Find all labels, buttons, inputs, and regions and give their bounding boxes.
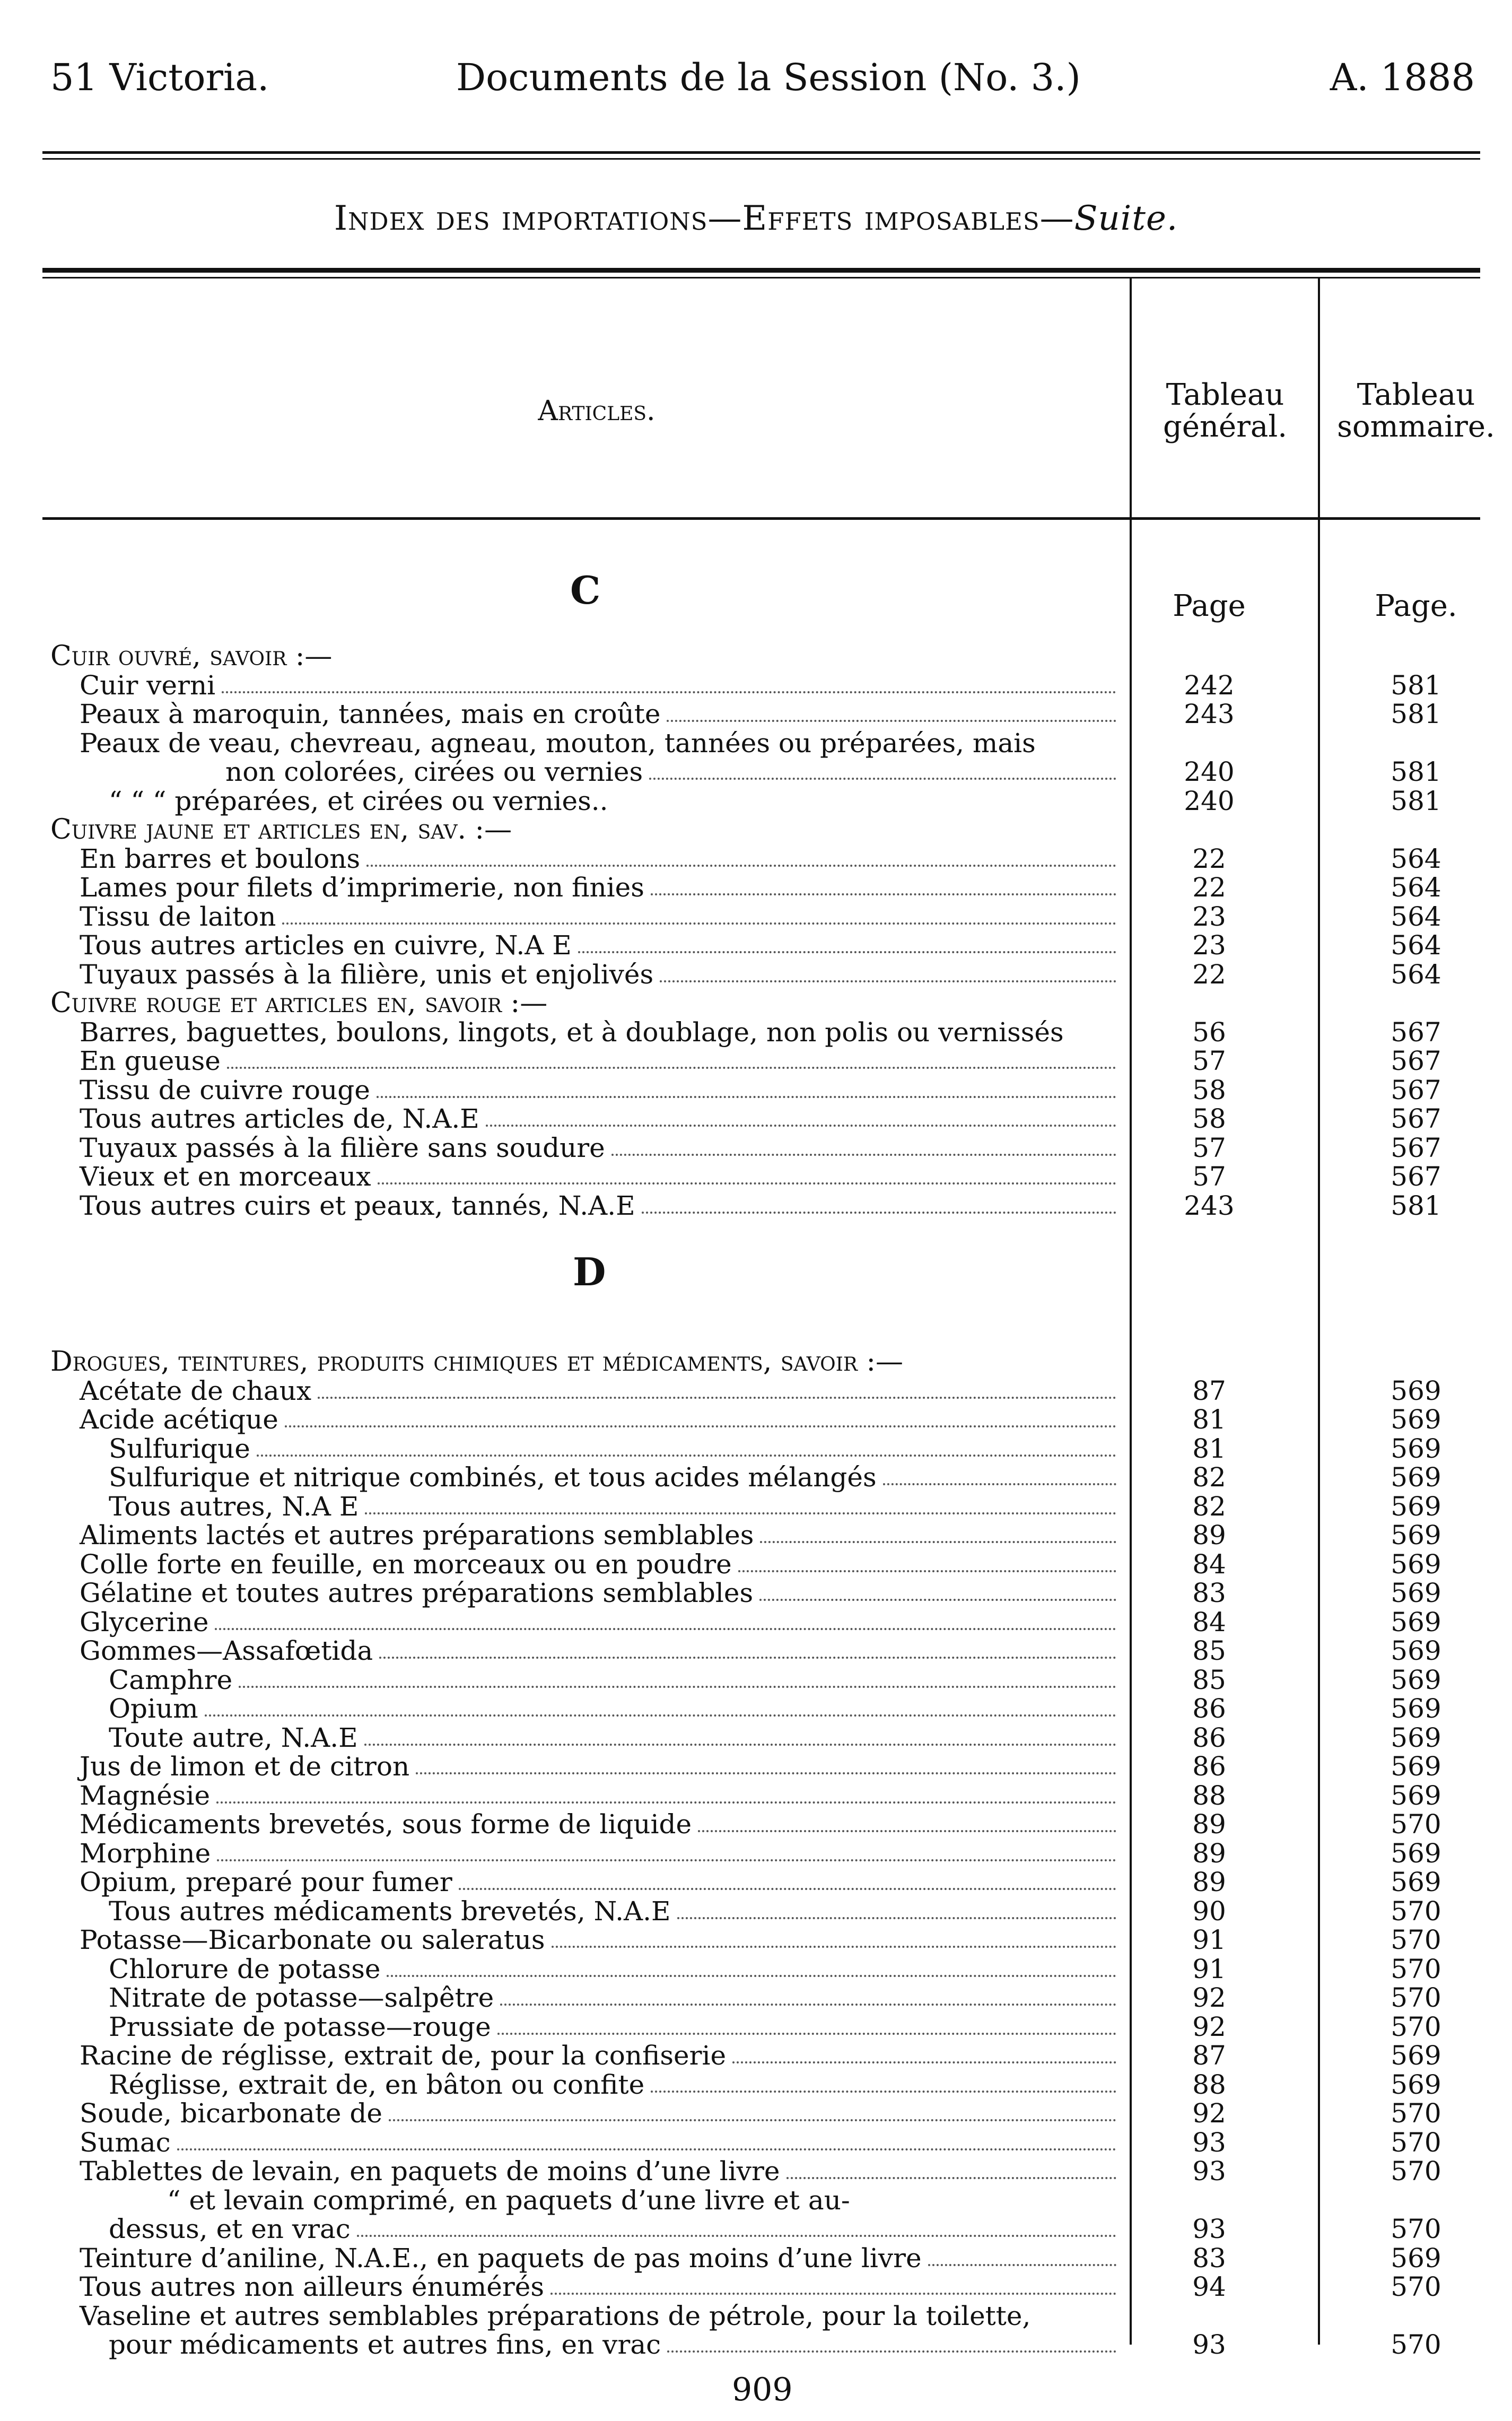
dot-leader xyxy=(660,980,1116,982)
entry-page-general: 23 xyxy=(1192,901,1226,932)
entry-label: Opium, preparé pour fumer xyxy=(80,1867,452,1897)
entry-page-sommaire: 567 xyxy=(1391,1132,1441,1163)
dot-leader xyxy=(732,2061,1116,2063)
column-header-sommaire xyxy=(1326,379,1506,443)
entry-page-general: 81 xyxy=(1192,1433,1226,1464)
entry-page-sommaire: 581 xyxy=(1391,785,1441,816)
entry-label: Tuyaux passés à la filière, unis et enjolivés xyxy=(80,959,654,990)
entry-label: Peaux à maroquin, tannées, mais en croûte xyxy=(80,699,661,729)
dot-leader xyxy=(364,1744,1116,1746)
entry-label: Acide acétique xyxy=(80,1404,278,1435)
entry-page-sommaire: 569 xyxy=(1391,2242,1441,2274)
entry-page-sommaire: 569 xyxy=(1391,1867,1441,1897)
index-entry xyxy=(0,729,1512,757)
entry-label: Nitrate de potasse—salpêtre xyxy=(109,1982,494,2013)
dot-leader xyxy=(550,2293,1116,2295)
dot-leader xyxy=(552,1946,1116,1948)
index-entry xyxy=(0,1347,1512,1376)
index-entry xyxy=(0,1723,1512,1752)
dot-leader xyxy=(216,1801,1116,1804)
index-entry xyxy=(0,2272,1512,2301)
entry-label: Réglisse, extrait de, en bâton ou confite xyxy=(109,2069,645,2100)
dot-leader xyxy=(578,951,1116,953)
section-letter-c: C xyxy=(570,568,601,613)
entry-page-sommaire: 581 xyxy=(1391,669,1441,701)
column-header-general xyxy=(1140,379,1310,443)
entry-page-sommaire: 581 xyxy=(1391,756,1441,787)
index-entry xyxy=(0,2157,1512,2185)
entry-label: Toute autre, N.A.E xyxy=(109,1722,358,1753)
dot-leader xyxy=(883,1483,1116,1485)
dot-leader xyxy=(928,2264,1116,2266)
dot-leader xyxy=(366,865,1116,867)
dot-leader xyxy=(698,1830,1116,1832)
entry-page-general: 86 xyxy=(1192,1751,1226,1782)
entry-page-sommaire: 569 xyxy=(1391,1664,1441,1695)
entry-label: Tous autres articles de, N.A.E xyxy=(80,1103,479,1134)
entry-label: Glycerine xyxy=(80,1606,209,1638)
entry-page-sommaire: 570 xyxy=(1391,1895,1441,1927)
index-entry xyxy=(0,1666,1512,1694)
entry-page-general: 89 xyxy=(1192,1520,1226,1551)
dot-leader xyxy=(497,2033,1116,2035)
index-entry xyxy=(0,1983,1512,2012)
entry-page-sommaire: 581 xyxy=(1391,1190,1441,1221)
entry-page-sommaire: 564 xyxy=(1391,843,1441,874)
entry-label: Cuivre jaune et articles en, sav. :— xyxy=(50,814,512,846)
entry-page-general: 91 xyxy=(1192,1953,1226,1984)
dot-leader xyxy=(677,1917,1116,1919)
index-entry xyxy=(0,1521,1512,1549)
index-entry xyxy=(0,2070,1512,2099)
entry-label: Drogues, teintures, produits chimiques et médicaments, savoir :— xyxy=(50,1346,903,1378)
entry-label: Tous autres cuirs et peaux, tannés, N.A.E xyxy=(80,1190,635,1221)
entry-label: Cuir ouvré, savoir :— xyxy=(50,640,333,672)
index-entry xyxy=(0,2215,1512,2243)
index-entry xyxy=(0,787,1512,815)
entry-page-general: 83 xyxy=(1192,1578,1226,1608)
dot-leader xyxy=(459,1888,1116,1890)
entry-label: Aliments lactés et autres préparations semblables xyxy=(80,1520,754,1551)
entry-page-sommaire: 570 xyxy=(1391,2098,1441,2129)
index-entry xyxy=(0,1463,1512,1492)
entry-page-sommaire: 569 xyxy=(1391,1693,1441,1724)
entry-page-general: 243 xyxy=(1184,699,1235,729)
entry-page-general: 85 xyxy=(1192,1635,1226,1666)
page-label-general: Page xyxy=(1173,589,1246,623)
entry-label: dessus, et en vrac xyxy=(109,2214,351,2244)
entry-page-general: 93 xyxy=(1192,2156,1226,2187)
index-entry xyxy=(0,989,1512,1017)
entry-label: Colle forte en feuille, en morceaux ou en poudre xyxy=(80,1548,732,1580)
entry-label: Magnésie xyxy=(80,1780,211,1811)
entry-page-sommaire: 570 xyxy=(1391,1924,1441,1955)
entry-page-general: 89 xyxy=(1192,1867,1226,1897)
index-entry xyxy=(0,1926,1512,1954)
entry-page-sommaire: 564 xyxy=(1391,930,1441,961)
dot-leader xyxy=(205,1714,1116,1717)
entry-label: Sumac xyxy=(80,2127,171,2158)
dot-leader xyxy=(379,1657,1116,1659)
entry-label: Morphine xyxy=(80,1837,211,1869)
index-entry xyxy=(0,1076,1512,1104)
entry-page-sommaire: 567 xyxy=(1391,1046,1441,1076)
index-entry xyxy=(0,1781,1512,1810)
dot-leader xyxy=(760,1541,1116,1543)
index-entry xyxy=(0,2302,1512,2330)
dot-leader xyxy=(389,2119,1116,2121)
entry-page-sommaire: 570 xyxy=(1391,2214,1441,2244)
entry-page-sommaire: 569 xyxy=(1391,2069,1441,2100)
index-entry xyxy=(0,2186,1512,2215)
dot-leader xyxy=(416,1772,1116,1774)
entry-page-sommaire: 570 xyxy=(1391,2271,1441,2302)
entry-page-general: 87 xyxy=(1192,2040,1226,2071)
entry-label: “ “ “ préparées, et cirées ou vernies.. xyxy=(109,785,608,816)
header-rule-bottom xyxy=(42,158,1480,160)
entry-page-general: 85 xyxy=(1192,1664,1226,1695)
index-entry xyxy=(0,700,1512,728)
column-header-general-line1: Tableau xyxy=(1166,378,1284,412)
entry-page-general: 22 xyxy=(1192,959,1226,990)
entry-label: Cuir verni xyxy=(80,669,216,701)
entry-page-sommaire: 567 xyxy=(1391,1161,1441,1192)
entry-page-general: 22 xyxy=(1192,872,1226,903)
index-entry xyxy=(0,642,1512,670)
entry-page-sommaire: 570 xyxy=(1391,2156,1441,2187)
entry-page-general: 84 xyxy=(1192,1548,1226,1580)
dot-leader xyxy=(738,1570,1116,1572)
dot-leader xyxy=(217,1859,1116,1861)
entry-page-sommaire: 569 xyxy=(1391,1462,1441,1493)
entry-page-sommaire: 570 xyxy=(1391,1982,1441,2013)
entry-label: En barres et boulons xyxy=(80,843,361,874)
entry-page-sommaire: 570 xyxy=(1391,2011,1441,2042)
entry-label: Tous autres médicaments brevetés, N.A.E xyxy=(109,1895,671,1927)
entry-page-sommaire: 569 xyxy=(1391,1606,1441,1638)
index-entry xyxy=(0,1434,1512,1463)
index-entry xyxy=(0,1579,1512,1607)
header-document-title: Documents de la Session (No. 3.) xyxy=(456,56,1081,99)
entry-label: pour médicaments et autres fins, en vrac xyxy=(109,2329,661,2360)
entry-page-sommaire: 569 xyxy=(1391,1548,1441,1580)
entry-page-general: 86 xyxy=(1192,1693,1226,1724)
entry-page-sommaire: 581 xyxy=(1391,699,1441,729)
entry-label: Racine de réglisse, extrait de, pour la confiserie xyxy=(80,2040,727,2071)
index-entry xyxy=(0,1191,1512,1220)
index-entry xyxy=(0,815,1512,844)
index-entry xyxy=(0,671,1512,700)
entry-page-general: 81 xyxy=(1192,1404,1226,1435)
entry-page-sommaire: 569 xyxy=(1391,1491,1441,1522)
entry-label: Vaseline et autres semblables préparations de pétrole, pour la toilette, xyxy=(80,2300,1031,2331)
entry-label: Tuyaux passés à la filière sans soudure xyxy=(80,1132,605,1163)
column-header-general-line2: général. xyxy=(1163,410,1288,444)
index-entry xyxy=(0,1694,1512,1723)
index-entry xyxy=(0,1047,1512,1075)
dot-leader xyxy=(285,1425,1116,1427)
entry-label: Chlorure de potasse xyxy=(109,1953,381,1984)
dot-leader xyxy=(486,1125,1116,1127)
entry-page-sommaire: 569 xyxy=(1391,1404,1441,1435)
entry-page-sommaire: 569 xyxy=(1391,1780,1441,1811)
entry-label: Teinture d’aniline, N.A.E., en paquets de pas moins d’une livre xyxy=(80,2242,922,2274)
index-entry xyxy=(0,1955,1512,1983)
entry-label: En gueuse xyxy=(80,1046,221,1076)
dot-leader xyxy=(667,720,1116,722)
entry-page-general: 94 xyxy=(1192,2271,1226,2302)
entry-label: Tissu de laiton xyxy=(80,901,276,932)
entry-page-general: 240 xyxy=(1184,785,1235,816)
dot-leader xyxy=(651,893,1116,895)
index-entry xyxy=(0,1897,1512,1926)
entry-page-general: 91 xyxy=(1192,1924,1226,1955)
entry-page-general: 243 xyxy=(1184,1190,1235,1221)
index-entry xyxy=(0,1810,1512,1839)
entry-page-sommaire: 567 xyxy=(1391,1016,1441,1048)
entry-page-sommaire: 570 xyxy=(1391,2329,1441,2360)
page-label-sommaire: Page. xyxy=(1375,589,1457,623)
index-entry xyxy=(0,2041,1512,2070)
entry-label: Tablettes de levain, en paquets de moins d’une livre xyxy=(80,2156,780,2187)
dot-leader xyxy=(611,1154,1116,1156)
entry-page-general: 57 xyxy=(1192,1161,1226,1192)
entry-page-sommaire: 569 xyxy=(1391,1433,1441,1464)
entry-page-general: 22 xyxy=(1192,843,1226,874)
entry-page-sommaire: 569 xyxy=(1391,1578,1441,1608)
entry-page-general: 88 xyxy=(1192,2069,1226,2100)
index-entry xyxy=(0,2099,1512,2128)
entry-label: Sulfurique et nitrique combinés, et tous acides mélangés xyxy=(109,1462,877,1493)
entry-label: Peaux de veau, chevreau, agneau, mouton, tannées ou préparées, mais xyxy=(80,727,1036,759)
entry-page-general: 93 xyxy=(1192,2329,1226,2360)
entry-label: Jus de limon et de citron xyxy=(80,1751,410,1782)
entry-page-general: 82 xyxy=(1192,1462,1226,1493)
entry-page-sommaire: 567 xyxy=(1391,1103,1441,1134)
entry-label: Gommes—Assafœtida xyxy=(80,1635,373,1666)
dot-leader xyxy=(365,1512,1116,1514)
entry-page-general: 93 xyxy=(1192,2127,1226,2158)
entry-page-general: 58 xyxy=(1192,1103,1226,1134)
title-rule-thin xyxy=(42,277,1480,278)
column-header-sommaire-line2: sommaire. xyxy=(1337,410,1495,444)
dot-leader xyxy=(642,1212,1116,1214)
entry-page-general: 23 xyxy=(1192,930,1226,961)
entry-label: Vieux et en morceaux xyxy=(80,1161,371,1192)
dot-leader xyxy=(759,1599,1116,1601)
index-entry xyxy=(0,902,1512,931)
index-entry xyxy=(0,1492,1512,1521)
index-entry xyxy=(0,1377,1512,1405)
entry-label: Prussiate de potasse—rouge xyxy=(109,2011,491,2042)
page-number: 909 xyxy=(732,2371,793,2408)
dot-leader xyxy=(667,2350,1116,2353)
entry-page-general: 57 xyxy=(1192,1132,1226,1163)
dot-leader xyxy=(282,922,1116,925)
entry-label: Tissu de cuivre rouge xyxy=(80,1074,370,1105)
entry-label: Tous autres, N.A E xyxy=(109,1491,359,1522)
entry-label: Médicaments brevetés, sous forme de liquide xyxy=(80,1809,692,1840)
entry-label: Sulfurique xyxy=(109,1433,250,1464)
dot-leader xyxy=(786,2177,1116,2179)
entry-page-general: 83 xyxy=(1192,2242,1226,2274)
index-entry xyxy=(0,2013,1512,2041)
entry-page-sommaire: 569 xyxy=(1391,1837,1441,1869)
entry-page-general: 89 xyxy=(1192,1837,1226,1869)
entry-page-general: 92 xyxy=(1192,2011,1226,2042)
entry-page-general: 58 xyxy=(1192,1074,1226,1105)
dot-leader xyxy=(500,2004,1116,2006)
index-entry xyxy=(0,2128,1512,2157)
entry-page-sommaire: 564 xyxy=(1391,872,1441,903)
title-suite: Suite. xyxy=(1074,199,1178,238)
dot-leader xyxy=(227,1067,1116,1069)
entry-page-general: 92 xyxy=(1192,1982,1226,2013)
entry-page-general: 89 xyxy=(1192,1809,1226,1840)
entry-label: Tous autres non ailleurs énumérés xyxy=(80,2271,545,2302)
entry-label: Lames pour filets d’imprimerie, non finies xyxy=(80,872,644,903)
entry-label: Gélatine et toutes autres préparations semblables xyxy=(80,1578,754,1608)
index-entry xyxy=(0,2244,1512,2272)
entry-page-sommaire: 569 xyxy=(1391,1375,1441,1406)
entry-label: Tous autres articles en cuivre, N.A E xyxy=(80,930,572,961)
dot-leader xyxy=(377,1096,1116,1098)
entry-page-general: 92 xyxy=(1192,2098,1226,2129)
index-entry xyxy=(0,757,1512,786)
dot-leader xyxy=(222,691,1116,693)
entry-page-general: 93 xyxy=(1192,2214,1226,2244)
index-entry xyxy=(0,1608,1512,1636)
index-entry xyxy=(0,960,1512,989)
dot-leader xyxy=(177,2148,1116,2150)
dot-leader xyxy=(387,1975,1116,1977)
dot-leader xyxy=(357,2235,1116,2237)
index-entry xyxy=(0,1134,1512,1162)
entry-label: Opium xyxy=(109,1693,198,1724)
entry-page-sommaire: 570 xyxy=(1391,2127,1441,2158)
entry-page-sommaire: 564 xyxy=(1391,901,1441,932)
entry-label: non colorées, cirées ou vernies xyxy=(225,756,643,787)
index-entry xyxy=(0,844,1512,873)
entry-page-general: 90 xyxy=(1192,1895,1226,1927)
entry-page-sommaire: 569 xyxy=(1391,1635,1441,1666)
dot-leader xyxy=(215,1628,1116,1630)
index-entry xyxy=(0,1868,1512,1896)
entry-page-sommaire: 569 xyxy=(1391,1751,1441,1782)
entry-page-sommaire: 567 xyxy=(1391,1074,1441,1105)
entry-label: Cuivre rouge et articles en, savoir :— xyxy=(50,987,548,1019)
dot-leader xyxy=(649,778,1116,780)
entry-page-sommaire: 570 xyxy=(1391,1953,1441,1984)
index-entry xyxy=(0,931,1512,960)
title-main: Index des importations—Effets imposables— xyxy=(334,199,1074,238)
section-letter-d: D xyxy=(573,1249,606,1294)
entry-label: Camphre xyxy=(109,1664,233,1695)
entry-label: Soude, bicarbonate de xyxy=(80,2098,382,2129)
index-entry xyxy=(0,1104,1512,1133)
dot-leader xyxy=(378,1182,1116,1185)
entry-label: Acétate de chaux xyxy=(80,1375,312,1406)
entry-page-general: 87 xyxy=(1192,1375,1226,1406)
index-entry xyxy=(0,1636,1512,1665)
entry-page-general: 56 xyxy=(1192,1016,1226,1048)
page-title xyxy=(0,199,1512,238)
index-entry xyxy=(0,2330,1512,2359)
column-header-rule xyxy=(42,517,1480,520)
header-session-year: 51 Victoria. xyxy=(50,56,269,99)
index-entry xyxy=(0,1839,1512,1868)
entry-label: “ et levain comprimé, en paquets d’une livre et au- xyxy=(167,2184,850,2216)
index-entry xyxy=(0,1405,1512,1434)
entry-page-general: 57 xyxy=(1192,1046,1226,1076)
entry-page-sommaire: 564 xyxy=(1391,959,1441,990)
entry-label: Barres, baguettes, boulons, lingots, et à doublage, non polis ou vernissés xyxy=(80,1016,1064,1048)
entry-page-general: 84 xyxy=(1192,1606,1226,1638)
index-entry xyxy=(0,1550,1512,1579)
header-year: A. 1888 xyxy=(1330,56,1475,99)
index-entry xyxy=(0,1752,1512,1781)
entry-page-general: 240 xyxy=(1184,756,1235,787)
column-header-sommaire-line1: Tableau xyxy=(1357,378,1475,412)
entry-page-sommaire: 570 xyxy=(1391,1809,1441,1840)
dot-leader xyxy=(318,1397,1116,1399)
entry-page-general: 82 xyxy=(1192,1491,1226,1522)
entry-page-sommaire: 569 xyxy=(1391,1520,1441,1551)
entry-page-sommaire: 569 xyxy=(1391,1722,1441,1753)
index-entry xyxy=(0,873,1512,902)
entry-page-general: 242 xyxy=(1184,669,1235,701)
entry-page-general: 86 xyxy=(1192,1722,1226,1753)
header-rule-top xyxy=(42,151,1480,154)
dot-leader xyxy=(257,1455,1116,1457)
index-entry xyxy=(0,1018,1512,1047)
entry-page-sommaire: 569 xyxy=(1391,2040,1441,2071)
title-rule-thick xyxy=(42,268,1480,273)
dot-leader xyxy=(239,1686,1116,1688)
entry-page-general: 88 xyxy=(1192,1780,1226,1811)
column-header-articles: Articles. xyxy=(538,395,656,427)
dot-leader xyxy=(651,2091,1116,2093)
entry-label: Potasse—Bicarbonate ou saleratus xyxy=(80,1924,545,1955)
index-entry xyxy=(0,1162,1512,1191)
